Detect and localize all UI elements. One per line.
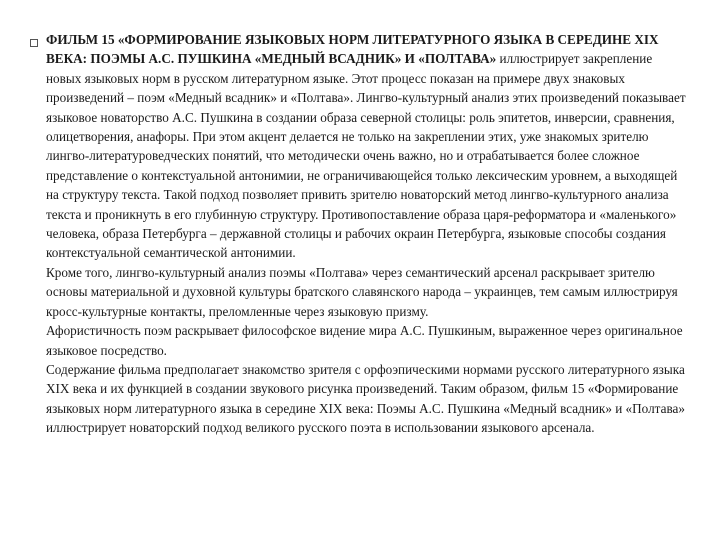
paragraph-2: Кроме того, лингво-культурный анализ поэмы «Полтава» через семантический арсенал раскрывает зрителю основы материальной и духовной культуры братского славянского народа – украинцев, тем самым иллюстрируя кросс-культурные контакты, преломленные через языковую призму. xyxy=(46,264,678,319)
paragraph-1 xyxy=(46,30,690,263)
film-title: ФИЛЬМ 15 «ФОРМИРОВАНИЕ ЯЗЫКОВЫХ НОРМ ЛИТЕРАТУРНОГО ЯЗЫКА В СЕРЕДИНЕ XIX ВЕКА: ПОЭМЫ А.С. ПУШКИНА «МЕДНЫЙ ВСАДНИК» И «ПОЛТАВА» xyxy=(46,32,659,67)
paragraph-3: Афористичность поэм раскрывает философское видение мира А.С. Пушкиным, выраженное через оригинальное языковое посредство. xyxy=(46,323,683,358)
slide-text-body xyxy=(46,30,690,438)
paragraph-4: Содержание фильма предполагает знакомство зрителя с орфоэпическими нормами русского литературного языка XIX века и их функцией в создании звукового рисунка произведений. Таким образом, фильм 15 «Формирование языковых норм литературного языка в середине XIX века: Поэмы А.С. Пушкина «Медный всадник» и «Полтава» иллюстрирует новаторский подход великого русского поэта в использовании языкового арсенала. xyxy=(46,361,685,436)
square-bullet-icon xyxy=(30,39,38,47)
paragraph-1-text: иллюстрирует закрепление новых языковых норм в русском литературном языке. Этот процесс показан на примере двух знаковых произведений – поэм «Медный всадник» и «Полтава». Лингво-культурный анализ этих произведений показывает языковое новаторство А.С. Пушкина в создании образа северной столицы: роль эпитетов, инверсии, сравнения, олицетворения, анафоры. При этом акцент делается не только на закреплении этих, уже знакомых зрителю лингво-литературоведческих понятий, что методически очень важно, но и отрабатывается более сложное представление о контекстуальной антонимии, не ограничивающейся только лексическим уровнем, а выходящей на структуру текста. Такой подход позволяет привить зрителю новаторский метод лингво-культурного анализа текста и проникнуть в его глубинную структуру. Противопоставление образа царя-реформатора и «маленького» человека, образа Петербурга – державной столицы и рабочих окраин Петербурга, языковые способы создания контекстуальной семантической антонимии. xyxy=(46,51,686,261)
